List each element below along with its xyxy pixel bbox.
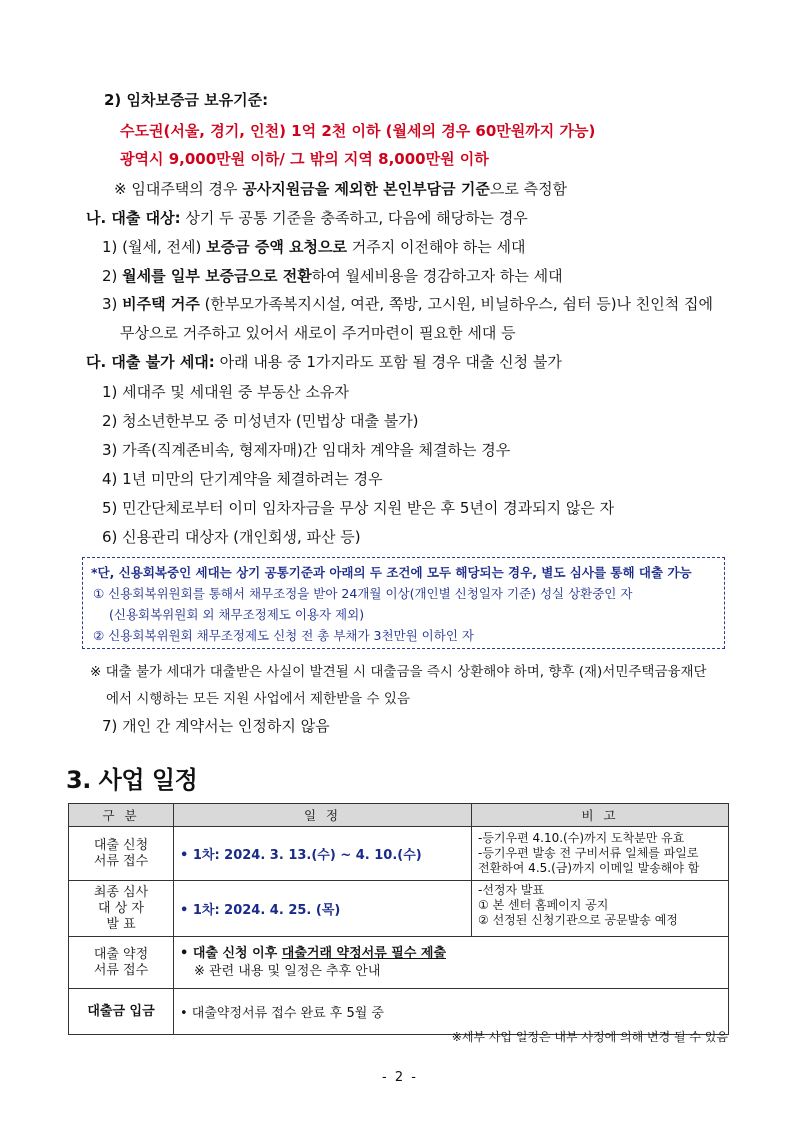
row-schedule: • 1차: 2024. 4. 25. (목): [174, 881, 472, 937]
target-heading: 나. 대출 대상: 상기 두 공통 기준을 충족하고, 다음에 해당하는 경우: [86, 209, 528, 227]
note-box-condition-1: ① 신용회복위원회를 통해서 채무조정을 받아 24개월 이상(개인별 신청일자 기준) 성실 상환중인 자: [93, 586, 633, 601]
row-schedule: • 대출 신청 이후 대출거래 약정서류 필수 제출 ※ 관련 내용 및 일정은 추후 안내: [174, 937, 729, 989]
row-schedule: • 대출약정서류 접수 완료 후 5월 중: [174, 989, 729, 1035]
target-item-2: 2) 월세를 일부 보증금으로 전환하여 월세비용을 경감하고자 하는 세대: [102, 267, 563, 285]
deposit-heading: 2) 임차보증금 보유기준:: [104, 91, 269, 109]
row-notes: -등기우편 4.10.(수)까지 도착분만 유효 -등기우편 발송 전 구비서류 일체를 파일로 전환하여 4.5.(금)까지 이메일 발송해야 함: [472, 827, 729, 881]
header-notes: 비 고: [472, 804, 729, 827]
warning-line-2: 에서 시행하는 모든 지원 사업에서 제한받을 수 있음: [106, 691, 410, 707]
excluded-item-7: 7) 개인 간 계약서는 인정하지 않음: [102, 717, 330, 735]
excluded-item: 3) 가족(직계존비속, 형제자매)간 임대차 계약을 체결하는 경우: [102, 441, 511, 459]
excluded-heading: 다. 대출 불가 세대: 아래 내용 중 1가지라도 포함 될 경우 대출 신청 불가: [86, 353, 562, 371]
row-category: 대출 신청 서류 접수: [69, 827, 174, 881]
deposit-note: ※ 임대주택의 경우 공사지원금을 제외한 본인부담금 기준으로 측정함: [114, 180, 568, 198]
header-schedule: 일 정: [174, 804, 472, 827]
note-box-title: *단, 신용회복중인 세대는 상기 공통기준과 아래의 두 조건에 모두 해당되는 경우, 별도 심사를 통해 대출 가능: [91, 565, 692, 580]
deposit-capital-limit: 수도권(서울, 경기, 인천) 1억 2천 이하 (월세의 경우 60만원까지 가능): [120, 122, 596, 140]
header-category: 구 분: [69, 804, 174, 827]
note-box-condition-1-sub: (신용회복위원회 외 채무조정제도 이용자 제외): [109, 607, 365, 622]
excluded-item: 5) 민간단체로부터 이미 임차자금을 무상 지원 받은 후 5년이 경과되지 않은 자: [102, 499, 615, 517]
schedule-footnote: ※세부 사업 일정은 내부 사정에 의해 변경 될 수 있음: [451, 1030, 728, 1044]
target-item-3: 3) 비주택 거주 (한부모가족복지시설, 여관, 쪽방, 고시원, 비닐하우스, 쉼터 등)나 친인척 집에: [102, 295, 714, 313]
row-category: 최종 심사 대 상 자 발 표: [69, 881, 174, 937]
target-item-3-cont: 무상으로 거주하고 있어서 새로이 주거마련이 필요한 세대 등: [120, 324, 516, 342]
table-header-row: [69, 804, 729, 827]
note-box-condition-2: ② 신용회복위원회 채무조정제도 신청 전 총 부채가 3천만원 이하인 자: [93, 628, 474, 643]
excluded-item: 6) 신용관리 대상자 (개인회생, 파산 등): [102, 528, 361, 546]
table-row: [69, 827, 729, 881]
schedule-table: [68, 803, 729, 1035]
row-notes: -선정자 발표 ① 본 센터 홈페이지 공지 ② 선정된 신청기관으로 공문발송 예정: [472, 881, 729, 937]
target-item-1: 1) (월세, 전세) 보증금 증액 요청으로 거주지 이전해야 하는 세대: [102, 238, 526, 256]
page-number: - 2 -: [382, 1070, 418, 1085]
warning-line-1: ※ 대출 불가 세대가 대출받은 사실이 발견될 시 대출금을 즉시 상환해야 하며, 향후 (재)서민주택금융재단: [90, 664, 707, 680]
excluded-item: 2) 청소년한부모 중 미성년자 (민법상 대출 불가): [102, 412, 419, 430]
deposit-other-limit: 광역시 9,000만원 이하/ 그 밖의 지역 8,000만원 이하: [120, 150, 489, 168]
table-row: [69, 881, 729, 937]
row-category: 대출 약정 서류 접수: [69, 937, 174, 989]
excluded-item: 1) 세대주 및 세대원 중 부동산 소유자: [102, 383, 349, 401]
row-schedule: • 1차: 2024. 3. 13.(수) ~ 4. 10.(수): [174, 827, 472, 881]
credit-recovery-note-box: [82, 557, 725, 649]
section-title-schedule: 3. 사업 일정: [66, 766, 198, 794]
excluded-item: 4) 1년 미만의 단기계약을 체결하려는 경우: [102, 470, 383, 488]
row-category: 대출금 입금: [69, 989, 174, 1035]
table-row: [69, 937, 729, 989]
